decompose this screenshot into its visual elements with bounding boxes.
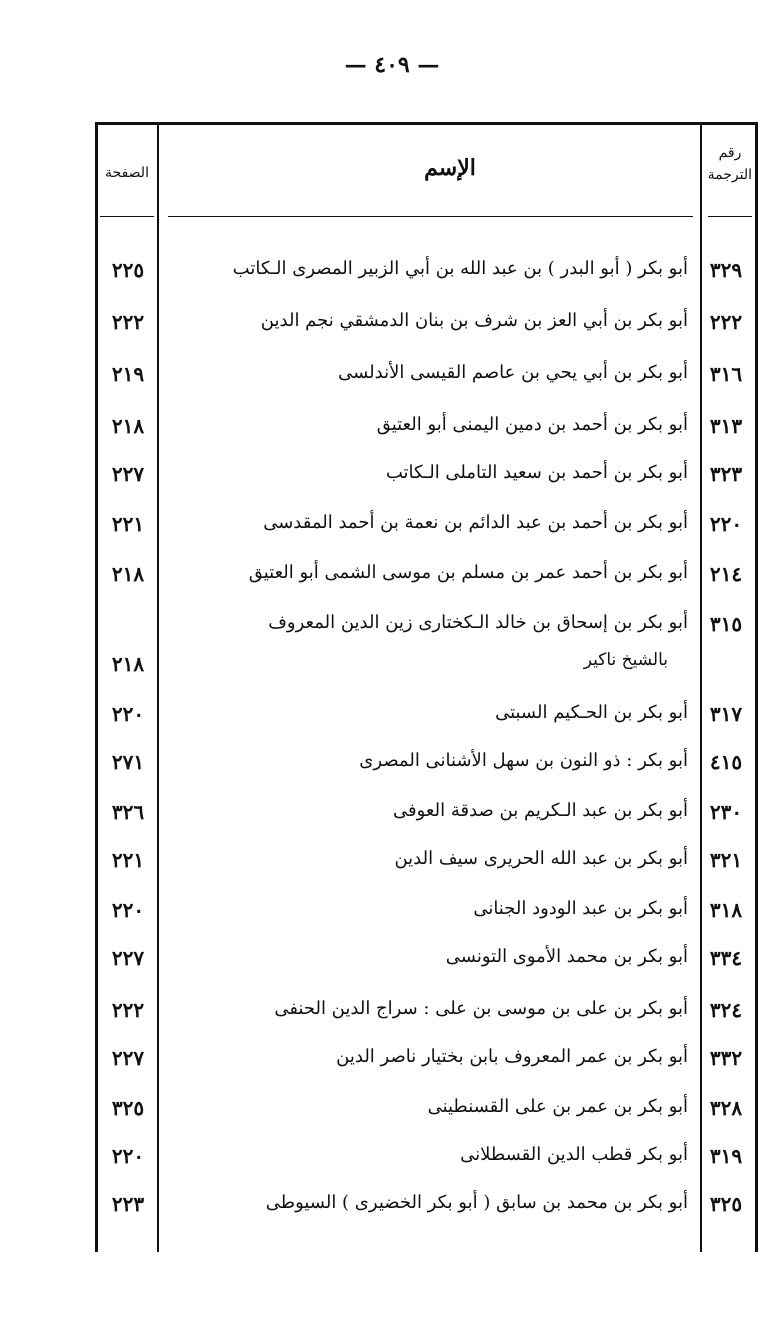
entry-page: ٣٢٦ [111, 800, 145, 824]
table-row [95, 512, 758, 564]
entry-number: ٣٢٥ [709, 1192, 743, 1216]
table-row [95, 946, 758, 998]
entry-page: ٢٢٠ [111, 702, 145, 726]
entry-number: ٣٣٤ [709, 946, 743, 970]
entry-page: ٢٢٧ [111, 462, 145, 486]
entry-number: ٣١٩ [709, 1144, 743, 1168]
entry-page: ٢٢٧ [111, 946, 145, 970]
header-number-column: رقم الترجمة [707, 145, 752, 183]
table-row [95, 800, 758, 852]
table-top-rule [95, 122, 758, 125]
table-row [95, 848, 758, 900]
table-row [95, 362, 758, 414]
entry-name: أبو بكر : ذو النون بن سهل الأشنانى المصرى [359, 750, 688, 771]
entry-number: ٢١٤ [709, 562, 743, 586]
entry-name: أبو بكر ( أبو البدر ) بن عبد الله بن أبي الزبير المصرى الـكاتب [232, 258, 688, 279]
entry-number: ٣١٨ [709, 898, 743, 922]
entry-name: أبو بكر بن أبي يحي بن عاصم القيسى الأندلسى [338, 362, 688, 383]
entry-number: ٢٢٠ [709, 512, 743, 536]
table-row [95, 1144, 758, 1196]
entry-name: أبو بكر بن إسحاق بن خالد الـكختارى زين الدين المعروف [268, 612, 688, 633]
entry-name: أبو بكر قطب الدين القسطلانى [460, 1144, 688, 1165]
header-name-column: الإسم [424, 155, 476, 181]
entry-name: أبو بكر بن أحمد بن سعيد التاملى الـكاتب [385, 462, 688, 483]
entry-page: ٢٢٢ [111, 998, 145, 1022]
entry-number: ٣٢٤ [709, 998, 743, 1022]
table-row [95, 1046, 758, 1098]
entry-page: ٢١٨ [111, 414, 145, 438]
entry-name: أبو بكر بن محمد بن سابق ( أبو بكر الخضيرى ) السيوطى [265, 1192, 688, 1213]
entry-name: أبو بكر بن على بن موسى بن على : سراج الدين الحنفى [274, 998, 688, 1019]
entry-name-continuation: بالشيخ ناكير [583, 650, 668, 670]
header-underline-number [708, 216, 752, 217]
entry-number: ٣٢٨ [709, 1096, 743, 1120]
table-row [95, 310, 758, 362]
entry-name: أبو بكر بن عمر المعروف بابن بختيار ناصر الدين [336, 1046, 688, 1067]
entry-page: ٣٢٥ [111, 1096, 145, 1120]
entry-number: ٣٣٢ [709, 1046, 743, 1070]
table-row [95, 462, 758, 514]
entry-page: ٢٢٥ [111, 258, 145, 282]
entry-number: ٢٣٠ [709, 800, 743, 824]
entry-name: أبو بكر بن محمد الأموى التونسى [445, 946, 688, 967]
table-row [95, 702, 758, 754]
entry-name: أبو بكر بن أحمد عمر بن مسلم بن موسى الشمى أبو العتيق [248, 562, 688, 583]
entry-page: ٢١٨ [111, 562, 145, 586]
table-row [95, 898, 758, 950]
entry-name: أبو بكر بن الحـكيم السبتى [495, 702, 688, 723]
entry-name: أبو بكر بن أحمد بن دمين اليمنى أبو العتيق [376, 414, 688, 435]
table-row [95, 562, 758, 614]
entry-number: ٤١٥ [709, 750, 743, 774]
entry-number: ٢٢٢ [709, 310, 743, 334]
table-row [95, 1192, 758, 1244]
entry-name: أبو بكر بن عبد الله الحريرى سيف الدين [394, 848, 688, 869]
entry-name: أبو بكر بن أبي العز بن شرف بن بنان الدمشقي نجم الدين [260, 310, 688, 331]
entry-page: ٢١٩ [111, 362, 145, 386]
table-row [95, 258, 758, 310]
table-row [95, 414, 758, 466]
entry-page: ٢٢٧ [111, 1046, 145, 1070]
entry-page: ٢٢٢ [111, 310, 145, 334]
entry-name: أبو بكر بن عبد الـكريم بن صدقة العوفى [393, 800, 688, 821]
entry-name: أبو بكر بن عبد الودود الجنانى [473, 898, 688, 919]
entry-name: أبو بكر بن أحمد بن عبد الدائم بن نعمة بن أحمد المقدسى [263, 512, 688, 533]
entry-name: أبو بكر بن عمر بن على القسنطينى [427, 1096, 688, 1117]
entry-number: ٣٢٩ [709, 258, 743, 282]
entry-number: ٣١٣ [709, 414, 743, 438]
entry-number: ٣١٥ [709, 612, 743, 636]
table-row [95, 750, 758, 802]
table-row [95, 1096, 758, 1148]
entry-page: ٢٢٠ [111, 1144, 145, 1168]
entry-page: ٢٧١ [111, 750, 145, 774]
entry-page: ٢٢٠ [111, 898, 145, 922]
entry-number: ٣٢١ [709, 848, 743, 872]
page-number: — ٤٠٩ — [344, 52, 440, 78]
header-page-column: الصفحة [105, 165, 149, 181]
header-underline [168, 216, 693, 217]
entry-page: ٢١٨ [111, 652, 145, 676]
entry-page: ٢٢٣ [111, 1192, 145, 1216]
table-row [95, 998, 758, 1050]
entry-number: ٣٢٣ [709, 462, 743, 486]
entry-number: ٣١٧ [709, 702, 743, 726]
entry-page: ٢٢١ [111, 512, 145, 536]
header-underline-page [100, 216, 154, 217]
entry-page: ٢٢١ [111, 848, 145, 872]
entry-number: ٣١٦ [709, 362, 743, 386]
table-row [95, 612, 758, 702]
